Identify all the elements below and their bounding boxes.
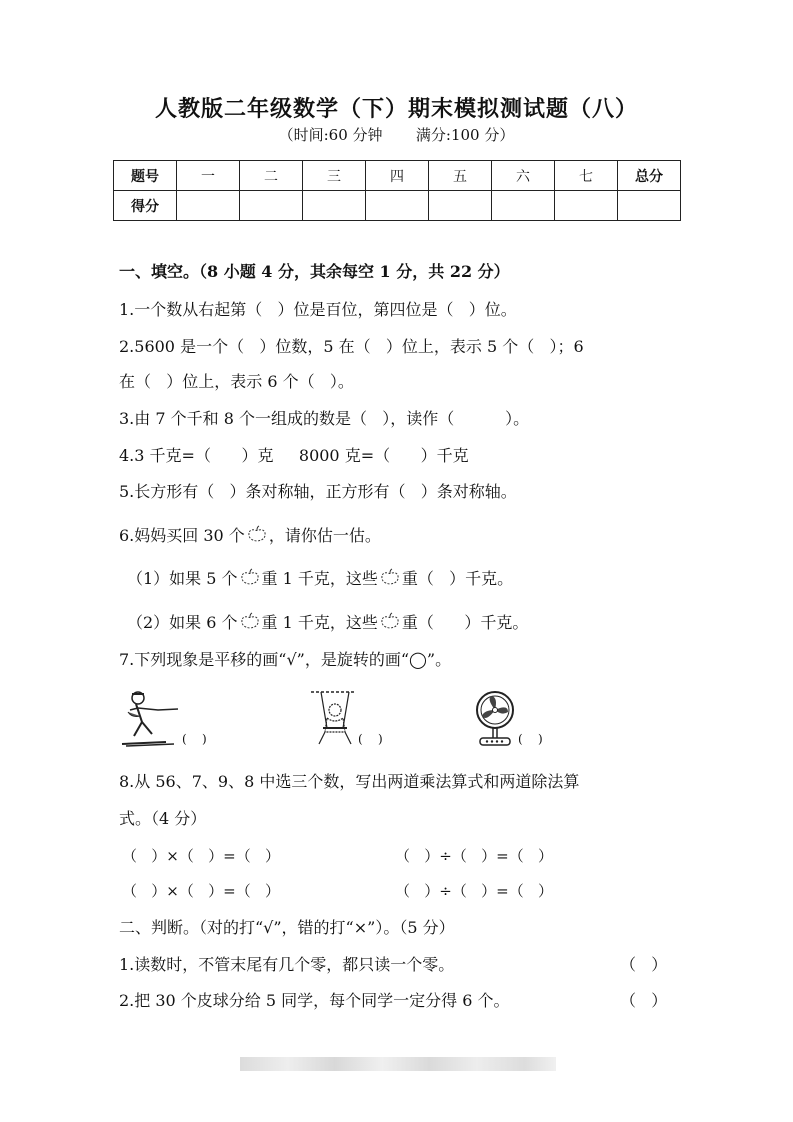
q6-2-text: 重（ ）千克。: [401, 613, 529, 632]
score-table-header-row: [114, 161, 681, 191]
apple-icon: [238, 612, 262, 630]
division-blank[interactable]: （ ）÷（ ）=（ ）: [395, 882, 554, 900]
score-table-col: 二: [240, 161, 303, 191]
answer-paren[interactable]: （ ）: [620, 991, 668, 1010]
multiplication-blank[interactable]: （ ）×（ ）=（ ）: [122, 847, 281, 865]
score-table: [113, 160, 681, 221]
skier-illustration: [118, 688, 183, 750]
score-table-row-label: 得分: [114, 191, 177, 221]
question-2: 2.5600 是一个（ ）位数，5 在（ ）位上，表示 5 个（ ）；6: [119, 337, 584, 356]
apple-icon: [245, 525, 269, 543]
score-cell[interactable]: [555, 191, 618, 221]
score-table-col: 五: [429, 161, 492, 191]
score-table-col: 四: [366, 161, 429, 191]
question-2-cont: 在（ ）位上，表示 6 个（ ）。: [119, 372, 354, 391]
score-cell[interactable]: [429, 191, 492, 221]
question-5: 5.长方形有（ ）条对称轴，正方形有（ ）条对称轴。: [119, 482, 517, 501]
question-3: 3.由 7 个千和 8 个一组成的数是（ ），读作（ ）。: [119, 409, 530, 428]
section-heading: 二、判断。（对的打“√”，错的打“×”）。（5 分）: [119, 918, 455, 937]
question-8: 8.从 56、7、9、8 中选三个数，写出两道乘法算式和两道除法算: [119, 772, 580, 791]
apple-icon: [378, 568, 402, 586]
electric-fan-illustration: [472, 688, 518, 750]
score-table-score-row: [114, 191, 681, 221]
score-cell[interactable]: [177, 191, 240, 221]
q6-1-text: 重 1 千克，这些: [261, 569, 378, 588]
page-title: 人教版二年级数学（下）期末模拟测试题（八）: [154, 96, 638, 122]
division-blank[interactable]: （ ）÷（ ）=（ ）: [395, 847, 554, 865]
score-table-col: 六: [492, 161, 555, 191]
q6-1-text: 重（ ）千克。: [401, 569, 514, 588]
question-4: 4.3 千克=（ ）克 8000 克=（ ）千克: [119, 446, 469, 465]
judge-question-1: 1.读数时，不管末尾有几个零，都只读一个零。: [119, 955, 455, 974]
answer-paren[interactable]: ( ): [518, 732, 543, 746]
blurred-footer: [240, 1057, 556, 1071]
score-table-col: 总分: [618, 161, 681, 191]
score-table-col: 三: [303, 161, 366, 191]
multiplication-blank[interactable]: （ ）×（ ）=（ ）: [122, 882, 281, 900]
answer-paren[interactable]: （ ）: [620, 955, 668, 974]
q6-2-text: （2）如果 6 个: [127, 613, 238, 632]
apple-icon: [378, 612, 402, 630]
q6-1-text: （1）如果 5 个: [127, 569, 238, 588]
score-cell[interactable]: [303, 191, 366, 221]
q6-text: 6.妈妈买回 30 个: [119, 526, 245, 545]
score-table-col: 七: [555, 161, 618, 191]
swing-illustration: [305, 688, 361, 750]
question-6-2: [127, 612, 528, 633]
score-cell[interactable]: [366, 191, 429, 221]
question-7: 7.下列现象是平移的画“√”，是旋转的画“◯”。: [119, 650, 452, 669]
question-6-1: [127, 568, 513, 589]
score-cell[interactable]: [618, 191, 681, 221]
q6-text: ，请你估一估。: [268, 526, 381, 545]
question-8-cont: 式。（4 分）: [119, 809, 207, 828]
answer-paren[interactable]: ( ): [358, 732, 383, 746]
judge-question-2: 2.把 30 个皮球分给 5 同学，每个同学一定分得 6 个。: [119, 991, 510, 1010]
score-table-col: 一: [177, 161, 240, 191]
question-6: [119, 525, 381, 546]
apple-icon: [238, 568, 262, 586]
q6-2-text: 重 1 千克，这些: [261, 613, 378, 632]
exam-info: （时间:60 分钟 满分:100 分）: [278, 126, 515, 144]
score-cell[interactable]: [492, 191, 555, 221]
question-1: 1.一个数从右起第（ ）位是百位，第四位是（ ）位。: [119, 300, 517, 319]
answer-paren[interactable]: ( ): [182, 732, 207, 746]
score-table-row-label: 题号: [114, 161, 177, 191]
section-heading: 一、填空。（8 小题 4 分，其余每空 1 分，共 22 分）: [119, 262, 510, 281]
score-cell[interactable]: [240, 191, 303, 221]
